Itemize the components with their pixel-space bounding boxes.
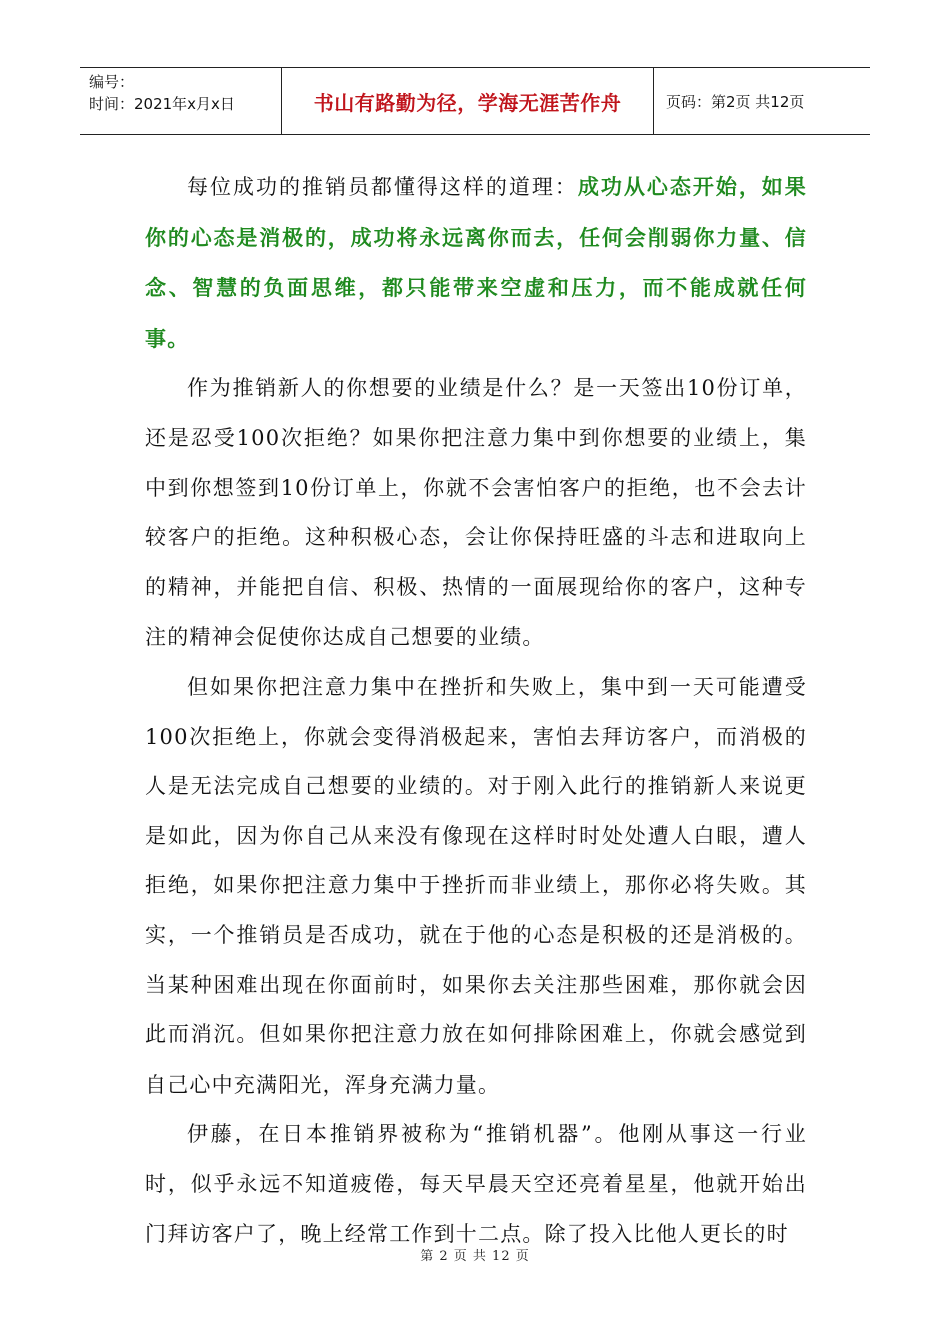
paragraph-text: 但如果你把注意力集中在挫折和失败上，集中到一天可能遭受100次拒绝上，你就会变得消极起来，害怕去拜访客户，而消极的人是无法完成自己想要的业绩的。对于刚入此行的推销新人来说更是如此，因为你自己从来没有像现在这样时时处处遭人白眼，遭人拒绝，如果你把注意力集中于挫折而非业绩上，那你必将失败。其实，一个推销员是否成功，就在于他的心态是积极的还是消极的。当某种困难出现在你面前时，如果你去关注那些困难，那你就会因此而消沉。但如果你把注意力放在如何排除困难上，你就会感觉到自己心中充满阳光，浑身充满力量。 [145, 674, 807, 1097]
document-number-label: 编号： [89, 73, 135, 91]
document-time-label: 时间：2021年x月x日 [89, 95, 235, 113]
document-body [145, 162, 807, 1260]
paragraph-2 [145, 364, 807, 663]
paragraph-text: 伊藤，在日本推销界被称为“推销机器”。他刚从事这一行业时，似乎永远不知道疲倦，每天早晨天空还亮着星星，他就开始出门拜访客户了，晚上经常工作到十二点。除了投入比他人更长的时 [145, 1122, 807, 1247]
header-page-info: 页码：第2页 共12页 [666, 92, 805, 111]
page-footer: 第 2 页 共 12 页 [420, 1249, 530, 1264]
highlighted-text: 成功从心态开始，如果你的心态是消极的，成功将永远离你而去，任何会削弱你力量、信念、智慧的负面思维，都只能带来空虚和压力，而不能成就任何事。 [145, 174, 808, 351]
paragraph-text: 作为推销新人的你想要的业绩是什么？是一天签出10份订单，还是忍受100次拒绝？如果你把注意力集中到你想要的业绩上，集中到你想签到10份订单上，你就不会害怕客户的拒绝，也不会去计较客户的拒绝。这种积极心态，会让你保持旺盛的斗志和进取向上的精神，并能把自信、积极、热情的一面展现给你的客户，这种专注的精神会促使你达成自己想要的业绩。 [145, 376, 807, 650]
header-motto: 书山有路勤为径，学海无涯苦作舟 [282, 68, 654, 134]
document-header-table [80, 67, 870, 135]
paragraph-3 [145, 663, 807, 1110]
paragraph-4 [145, 1110, 807, 1260]
header-left-cell [80, 68, 282, 134]
paragraph-1 [145, 162, 807, 364]
paragraph-text: 每位成功的推销员都懂得这样的道理： [187, 175, 578, 199]
